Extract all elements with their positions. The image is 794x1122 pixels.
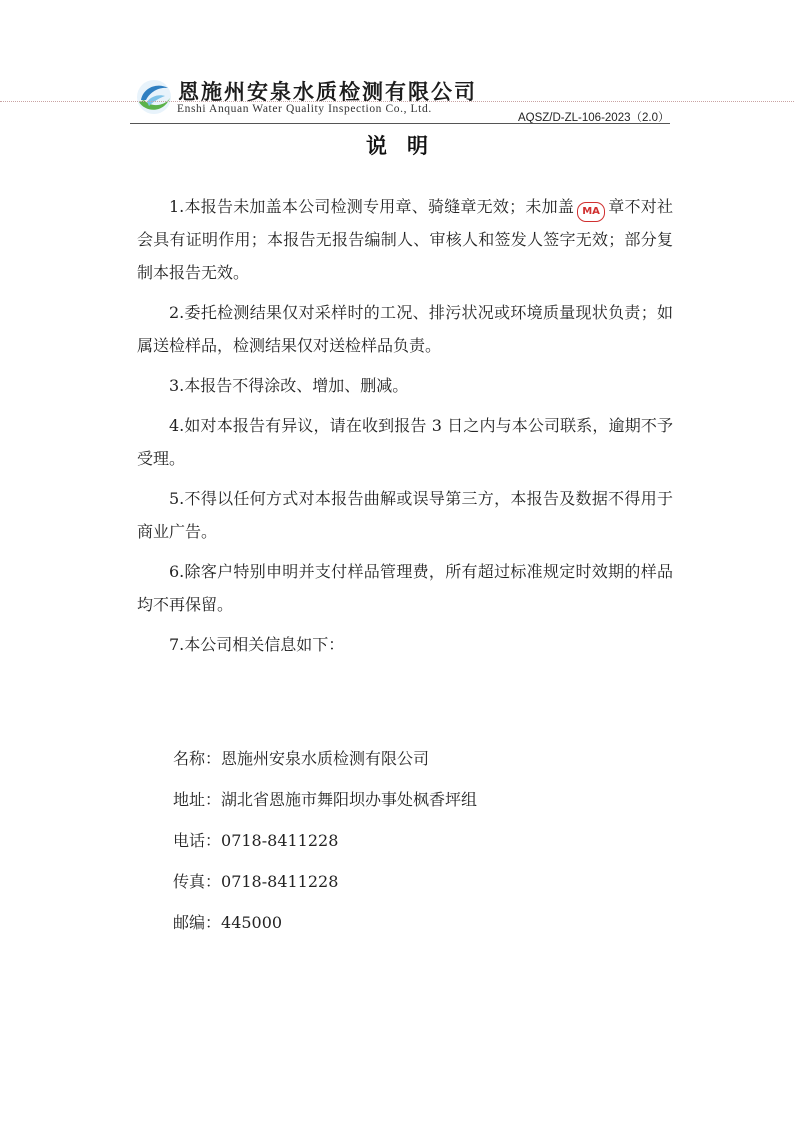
info-label-fax: 传真： <box>173 872 222 891</box>
info-row-fax <box>173 871 477 912</box>
note-item-6: 6.除客户特别申明并支付样品管理费，所有超过标准规定时效期的样品均不再保留。 <box>137 562 673 614</box>
water-drop-logo-icon <box>135 78 173 116</box>
cma-seal-icon: MA <box>577 202 605 222</box>
company-name-en: Enshi Anquan Water Quality Inspection Co., Ltd. <box>177 103 432 115</box>
info-label-address: 地址： <box>173 790 222 809</box>
note-item-1-before: 1.本报告未加盖本公司检测专用章、骑缝章无效；未加盖 <box>169 197 575 216</box>
info-row-address <box>173 789 477 830</box>
page-title: 说明 <box>366 134 448 158</box>
note-item-1 <box>137 190 673 289</box>
letterhead <box>0 0 794 130</box>
info-label-name: 名称： <box>173 749 222 768</box>
header-dotted-divider <box>0 101 794 102</box>
note-item-1-after: 章不对社会具有证明作用；本报告无报告编制人、审核人和签发人签字无效；部分复制本报告无效。 <box>137 197 673 282</box>
info-label-phone: 电话： <box>173 831 222 850</box>
note-item-7: 7.本公司相关信息如下： <box>169 635 345 654</box>
company-name-cn: 恩施州安泉水质检测有限公司 <box>178 80 477 104</box>
info-value-postcode: 445000 <box>221 913 283 932</box>
note-item-3: 3.本报告不得涂改、增加、删减。 <box>169 376 409 395</box>
company-info <box>173 748 477 953</box>
header-divider <box>130 123 670 124</box>
info-row-name <box>173 748 477 789</box>
info-value-phone: 0718-8411228 <box>221 831 339 850</box>
info-label-postcode: 邮编： <box>173 913 222 932</box>
note-item-2: 2.委托检测结果仅对采样时的工况、排污状况或环境质量现状负责；如属送检样品，检测结果仅对送检样品负责。 <box>137 303 673 355</box>
info-value-name: 恩施州安泉水质检测有限公司 <box>221 749 430 768</box>
info-row-phone <box>173 830 477 871</box>
info-row-postcode <box>173 912 477 953</box>
document-code: AQSZ/D-ZL-106-2023（2.0） <box>518 112 670 124</box>
info-value-fax: 0718-8411228 <box>221 872 339 891</box>
info-value-address: 湖北省恩施市舞阳坝办事处枫香坪组 <box>221 790 478 809</box>
note-item-4: 4.如对本报告有异议，请在收到报告 3 日之内与本公司联系，逾期不予受理。 <box>137 416 673 468</box>
notes-body <box>137 190 673 668</box>
note-item-5: 5.不得以任何方式对本报告曲解或误导第三方，本报告及数据不得用于商业广告。 <box>137 489 673 541</box>
